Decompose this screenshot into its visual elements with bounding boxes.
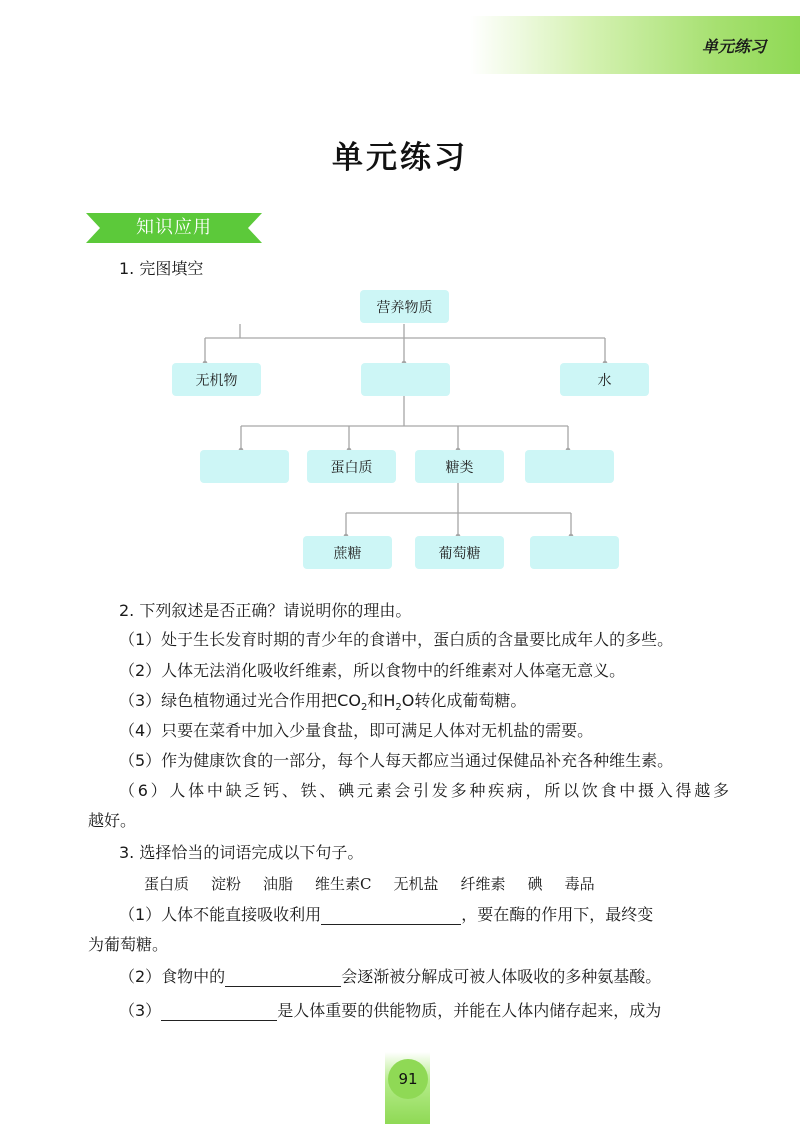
node-blank-l3[interactable]	[530, 536, 619, 569]
node-inorganic: 无机物	[172, 363, 261, 396]
answer-blank[interactable]	[161, 1002, 277, 1021]
vocab-word: 蛋白质	[144, 875, 190, 893]
question-2-item-4: （4）只要在菜肴中加入少量食盐，即可满足人体对无机盐的需要。	[119, 721, 594, 740]
running-header-title: 单元练习	[701, 37, 766, 56]
question-3-item-3: （3） 是人体重要的供能物质，并能在人体内储存起来，成为	[119, 1001, 662, 1020]
node-glucose: 葡萄糖	[415, 536, 504, 569]
vocab-word: 碘	[527, 875, 543, 893]
question-3-item-1: （1）人体不能直接吸收利用 ，要在酶的作用下，最终变	[119, 905, 654, 924]
vocab-word: 淀粉	[211, 875, 242, 893]
page-number: 91	[388, 1059, 428, 1099]
section-banner	[86, 213, 262, 243]
question-3-item-1-line2: 为葡萄糖。	[88, 935, 169, 954]
question-2-item-3: （3）绿色植物通过光合作用把$CO_2$和$H_2O$转化成葡萄糖。	[119, 691, 527, 714]
nutrient-tree-diagram	[165, 288, 635, 573]
question-1-title: 1. 完图填空	[119, 259, 204, 278]
section-banner-label: 知识应用	[136, 217, 212, 238]
page-title: 单元练习	[332, 140, 468, 176]
node-water: 水	[560, 363, 649, 396]
vocabulary-list	[144, 873, 617, 894]
vocab-word: 维生素C	[315, 875, 372, 893]
question-2-item-6-line1: （6）人体中缺乏钙、铁、碘元素会引发多种疾病，所以饮食中摄入得越多	[119, 781, 729, 800]
node-sucrose: 蔗糖	[303, 536, 392, 569]
vocab-word: 油脂	[263, 875, 294, 893]
vocab-word: 无机盐	[393, 875, 439, 893]
answer-blank[interactable]	[321, 906, 461, 925]
node-blank-l2-b[interactable]	[525, 450, 614, 483]
diagram-connectors	[165, 288, 635, 573]
question-2-item-5: （5）作为健康饮食的一部分，每个人每天都应当通过保健品补充各种维生素。	[119, 751, 674, 770]
question-3-title: 3. 选择恰当的词语完成以下句子。	[119, 843, 364, 862]
vocab-word: 纤维素	[460, 875, 506, 893]
answer-blank[interactable]	[225, 968, 341, 987]
node-blank-l2-a[interactable]	[200, 450, 289, 483]
question-3-item-2: （2）食物中的 会逐渐被分解成可被人体吸收的多种氨基酸。	[119, 967, 662, 986]
node-blank-organic[interactable]	[361, 363, 450, 396]
node-sugars: 糖类	[415, 450, 504, 483]
question-2-title: 2. 下列叙述是否正确？请说明你的理由。	[119, 601, 412, 620]
question-2-item-1: （1）处于生长发育时期的青少年的食谱中，蛋白质的含量要比成年人的多些。	[119, 630, 674, 649]
node-nutrients: 营养物质	[360, 290, 449, 323]
question-2-item-2: （2）人体无法消化吸收纤维素，所以食物中的纤维素对人体毫无意义。	[119, 661, 626, 680]
node-protein: 蛋白质	[307, 450, 396, 483]
vocab-word: 毒品	[564, 875, 595, 893]
question-2-item-6-line2: 越好。	[88, 811, 137, 830]
